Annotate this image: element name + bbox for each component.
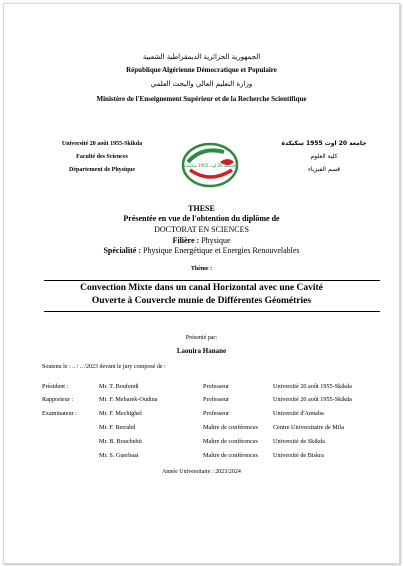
author-name: Laouira Hanane bbox=[176, 347, 227, 355]
thesis-cover-page bbox=[3, 3, 400, 564]
jury-member-name: Mr. S. Guerbaai bbox=[99, 452, 139, 459]
presented-by-label: Présenté par: bbox=[185, 335, 218, 341]
department-name-fr: Département de Physique bbox=[69, 167, 135, 173]
thesis-type: THESE bbox=[188, 204, 215, 213]
jury-institution: Université 20 août 1955-Skikda bbox=[273, 396, 352, 403]
jury-row bbox=[42, 424, 382, 433]
thesis-presented-line: Présentée en vue de l'obtention du diplôme de bbox=[123, 214, 280, 223]
jury-rank: Professeur bbox=[203, 383, 230, 390]
arabic-republic-header: الجمهورية الجزائرية الديمقراطية الشعبية bbox=[142, 53, 261, 61]
jury-role: Examinateur : bbox=[42, 410, 77, 417]
title-top-rule bbox=[44, 280, 380, 281]
faculty-name-fr: Faculté des Sciences bbox=[76, 154, 128, 160]
jury-institution: Université 20 août 1955-Skikda bbox=[273, 383, 352, 390]
jury-rank: Professeur bbox=[203, 410, 230, 417]
university-name-fr: Université 20 août 1955-Skikda bbox=[61, 141, 143, 147]
jury-row bbox=[42, 396, 382, 405]
thesis-title-line-1: Convection Mixte dans un canal Horizontal avec une Cavité bbox=[80, 283, 323, 293]
thesis-title-line-2: Ouverte à Couvercle munie de Différentes Géométries bbox=[91, 296, 312, 306]
jury-institution: Université d'Annaba bbox=[273, 410, 324, 417]
french-ministry-header: Ministère de l'Enseignement Supérieur et de la Recherche Scientifique bbox=[96, 95, 307, 103]
filiere-label: Filière : bbox=[172, 236, 200, 245]
jury-role: Rapporteur : bbox=[42, 396, 74, 403]
jury-row bbox=[42, 452, 382, 461]
logo-text: الجامعة 20 أوت 1955 سكيكدة bbox=[183, 163, 237, 168]
jury-member-name: Mr. B. Bouchehit bbox=[99, 438, 142, 445]
filiere-value: Physique bbox=[201, 236, 231, 245]
thesis-filiere bbox=[4, 236, 399, 245]
jury-member-name: Mr. T. Boufendi bbox=[99, 383, 139, 390]
faculty-name-ar: كلية العلوم bbox=[310, 153, 338, 160]
jury-row bbox=[42, 410, 382, 419]
jury-member-name: Mr. F. Mechighel bbox=[99, 410, 142, 417]
jury-row bbox=[42, 438, 382, 447]
defense-date-line: Soutenu le : .. / .. /2023 devant le jury composé de : bbox=[42, 364, 166, 370]
department-name-ar: قسم الفيزياء bbox=[307, 166, 341, 173]
jury-institution: Université de Biskra bbox=[273, 452, 324, 459]
jury-member-name: Mr. F. Berrahil bbox=[99, 424, 136, 431]
arabic-ministry-header: وزارة التعليم العالي والبحث العلمي bbox=[150, 80, 253, 88]
jury-rank: Maître de conférences bbox=[203, 452, 258, 459]
university-logo-icon bbox=[180, 140, 240, 190]
specialite-label: Spécialité : bbox=[103, 246, 141, 255]
jury-rank: Professeur bbox=[203, 396, 230, 403]
title-bottom-rule bbox=[44, 311, 380, 312]
jury-institution: Centre Universitaire de Mila bbox=[273, 424, 344, 431]
specialite-value: Physique Energétique et Energies Renouvelables bbox=[142, 246, 300, 255]
jury-rank: Maître de conférences bbox=[203, 424, 258, 431]
thesis-degree: DOCTORAT EN SCIENCES bbox=[154, 225, 249, 234]
jury-rank: Maître de conférences bbox=[203, 438, 258, 445]
university-name-ar: جامعة 20 اوت 1955 سكيكدة bbox=[281, 140, 367, 147]
academic-year: Année Universitaire : 2023/2024 bbox=[162, 469, 241, 475]
jury-institution: Université de Skikda bbox=[273, 438, 325, 445]
jury-role: Président : bbox=[42, 383, 69, 390]
theme-label: Thème : bbox=[190, 266, 213, 272]
jury-member-name: Mr. F. Mebarek-Oudina bbox=[99, 396, 158, 403]
french-republic-header: République Algérienne Démocratique et Populaire bbox=[126, 66, 277, 74]
jury-row bbox=[42, 383, 382, 392]
thesis-specialite bbox=[4, 246, 399, 255]
